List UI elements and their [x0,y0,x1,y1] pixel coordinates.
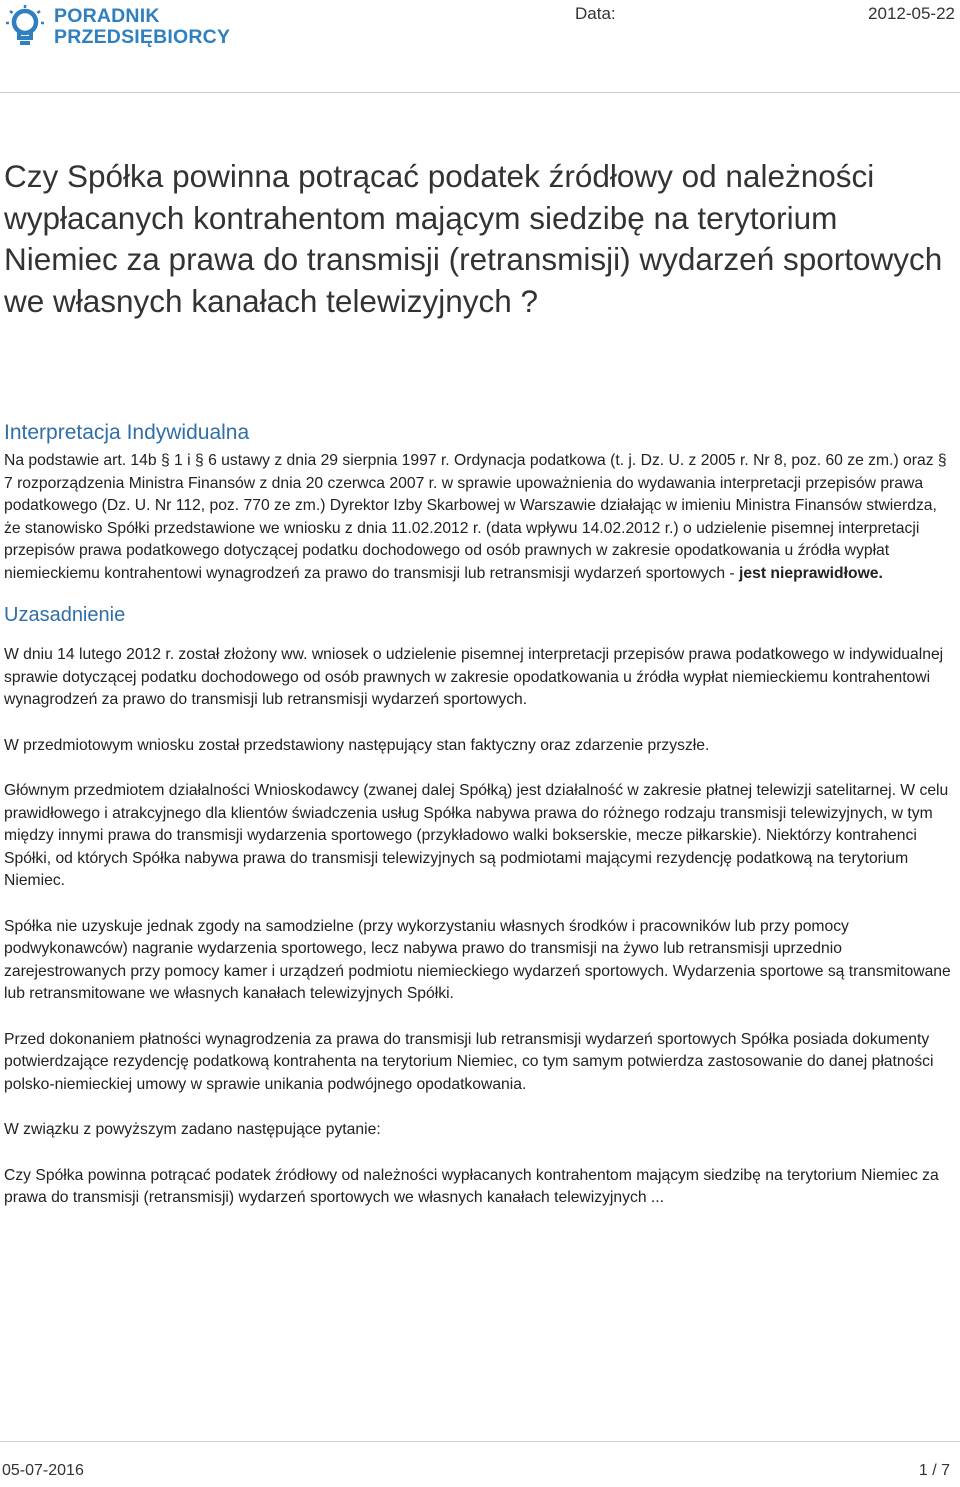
body-paragraph: Przed dokonaniem płatności wynagrodzenia za prawa do transmisji lub retransmisji wydarzeń sportowych Spółka posiada dokumenty potwierdzające rezydencję podatkową kontrahenta na terytorium Niemiec, co tym samym potwierdza zastosowanie do danej płatności polsko-niemieckiej umowy w sprawie unikania podwójnego opodatkowania. [4,1030,934,1093]
date-label: Data: [575,4,616,23]
section-label: Interpretacja Indywidualna [4,421,250,444]
justification-heading: Uzasadnienie [4,604,126,626]
logo-wordmark [54,6,230,48]
section-sign-icon: § [160,452,170,469]
page-number: 1 / 7 [918,1462,950,1479]
body-paragraph: Spółka nie uzyskuje jednak zgody na samodzielne (przy wykorzystaniu własnych środków i pracowników lub przy pomocy podwykonawców) nagranie wydarzenia sportowego, lecz nabywa prawo do transmisji na żywo lub retransmisji uprzednio zarejestrowanych przy pomocy kamer i urządzeń podmiotu niemieckiego wydarzeń sportowych. Wydarzenia sportowe są transmitowane lub retransmitowane we własnych kanałach telewizyjnych Spółki. [4,917,951,1002]
section-sign-icon: § [937,452,947,469]
footer-date: 05-07-2016 [2,1462,84,1479]
document-title: Czy Spółka powinna potrącać podatek źródłowy od należności wypłacanych kontrahentom mającym siedzibę na terytorium Niemiec za prawa do transmisji (retransmisji) wydarzeń sportowych we własnych kanałach telewizyjnych ? [4,158,943,319]
legal-text-1: Na podstawie art. 14b [4,452,161,469]
body-paragraph: Czy Spółka powinna potrącać podatek źródłowy od należności wypłacanych kontrahentom mającym siedzibę na terytorium Niemiec za prawa do transmisji (retransmisji) wydarzeń sportowych we własnych kanałach telewizyjnych ... [4,1166,939,1206]
legal-text-3: 6 ustawy z dnia 29 sierpnia 1997 r. Ordynacja podatkowa (t. j. Dz. U. z 2005 r. Nr 8, poz. 60 ze zm.) oraz [203,452,938,469]
page-header [0,0,960,96]
verdict-text: jest nieprawidłowe. [739,564,883,582]
logo-line-1: PORADNIK [54,5,160,27]
poradnik-logo[interactable] [6,4,230,50]
body-paragraph: W przedmiotowym wniosku został przedstawiony następujący stan faktyczny oraz zdarzenie przyszłe. [4,736,710,754]
header-divider [0,92,960,93]
legal-text-4: 7 rozporządzenia Ministra Finansów z dnia 20 czerwca 2007 r. w sprawie upoważnienia do wydawania interpretacji przepisów prawa podatkowego (Dz. U. Nr 112, poz. 770 ze zm.) Dyrektor Izby Skarbowej w Warszawie działając w imieniu Ministra Finansów stwierdza, że stanowisko Spółki przedstawione we wniosku z dnia 11.02.2012 r. (data wpływu 14.02.2012 r.) o udzielenie pisemnej interpretacji przepisów prawa podatkowego dotyczącej podatku dochodowego od osób prawnych w zakresie opodatkowania u źródła wypłat niemieckiemu kontrahentowi wynagrodzeń za prawo do transmisji lub retransmisji wydarzeń sportowych - [4,474,937,582]
body-paragraph: W dniu 14 lutego 2012 r. został złożony ww. wniosek o udzielenie pisemnej interpretacji przepisów prawa podatkowego w indywidualnej sprawie dotyczącej podatku dochodowego od osób prawnych w zakresie opodatkowania u źródła wypłat niemieckiemu kontrahentowi wynagrodzeń za prawo do transmisji lub retransmisji wydarzeń sportowych. [4,646,944,708]
legal-text-2: 1 i [169,452,195,469]
footer-divider [0,1441,960,1442]
section-sign-icon: § [195,452,204,469]
logo-line-2: PRZEDSIĘBIORCY [54,26,231,48]
document-body [4,450,954,1233]
body-paragraph: W związku z powyższym zadano następujące pytanie: [4,1121,381,1138]
legal-basis-paragraph [4,450,954,585]
body-paragraph: Głównym przedmiotem działalności Wnioskodawcy (zwanej dalej Spółką) jest działalność w zakresie płatnej telewizji satelitarnej. W celu prawidłowego i atrakcyjnego dla klientów świadczenia usług Spółka nabywa prawa do różnego rodzaju transmisji telewizyjnych, w tym między innymi prawa do transmisji wydarzenia sportowego (przykładowo walki bokserskie, mecze piłkarskie). Niektórzy kontrahenci Spółki, od których Spółka nabywa prawa do transmisji telewizyjnych są podmiotami mającymi rezydencję podatkową na terytorium Niemiec. [4,782,949,889]
lightbulb-icon [6,4,44,50]
date-value: 2012-05-22 [868,4,955,23]
